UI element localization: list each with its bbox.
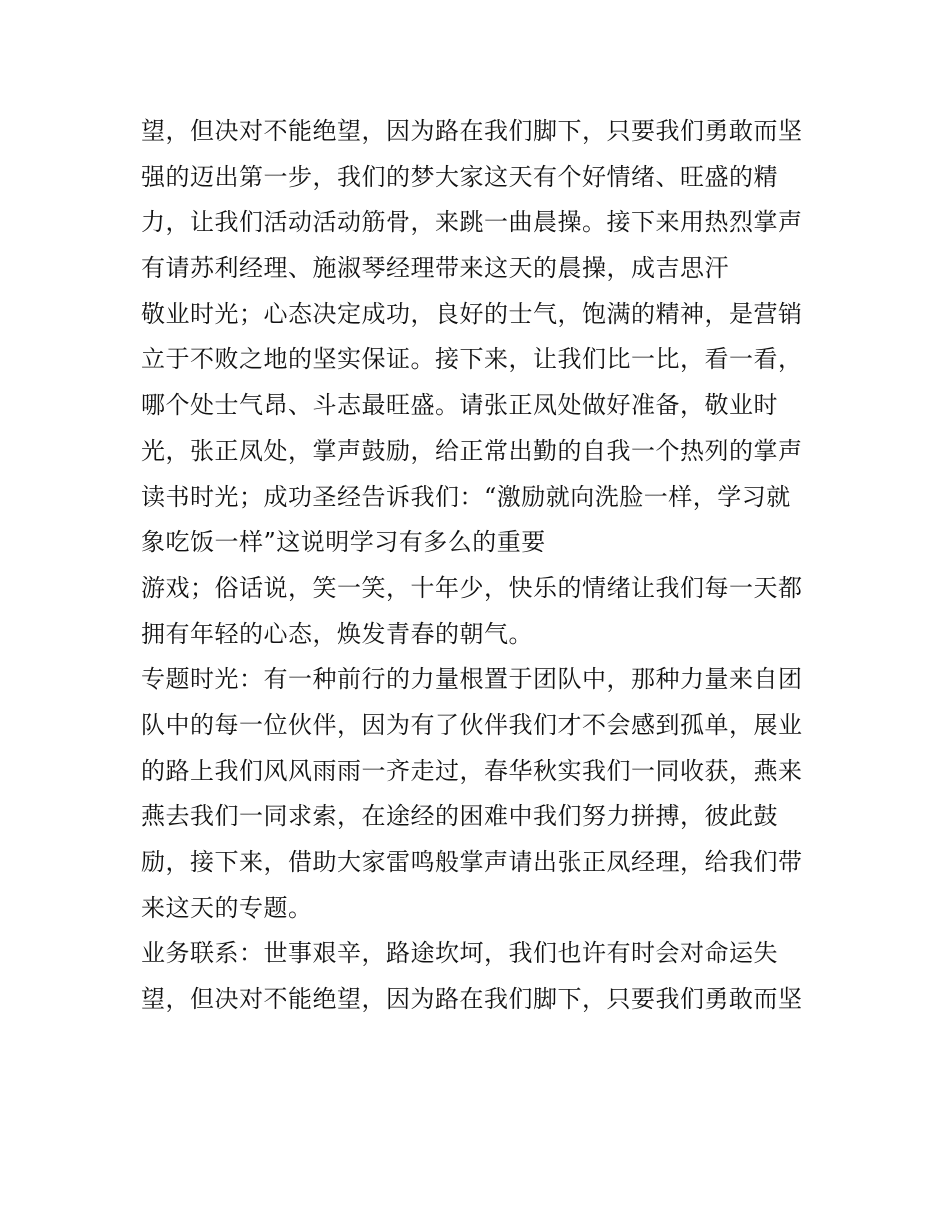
body-text bbox=[141, 109, 831, 1023]
text-line: 来这天的专题。 bbox=[141, 893, 313, 922]
text-line: 立于不败之地的坚实保证。接下来，让我们比一比，看一看， bbox=[141, 345, 803, 374]
text-line: 游戏；俗话说，笑一笑，十年少，快乐的情绪让我们每一天都 bbox=[141, 573, 803, 602]
text-line: 光，张正凤处，掌声鼓励，给正常出勤的自我一个热列的掌声 bbox=[141, 436, 803, 465]
text-line: 有请苏利经理、施淑琴经理带来这天的晨操，成吉思汗 bbox=[141, 254, 729, 283]
text-line: 敬业时光；心态决定成功，良好的士气，饱满的精神，是营销 bbox=[141, 299, 803, 328]
text-line: 读书时光；成功圣经告诉我们：“激励就向洗脸一样，学习就 bbox=[141, 482, 791, 511]
text-line: 望，但决对不能绝望，因为路在我们脚下，只要我们勇敢而坚 bbox=[141, 985, 803, 1014]
text-line: 哪个处士气昂、斗志最旺盛。请张正凤处做好准备，敬业时 bbox=[141, 391, 778, 420]
text-line: 力，让我们活动活动筋骨，来跳一曲晨操。接下来用热烈掌声 bbox=[141, 208, 803, 237]
text-line: 望，但决对不能绝望，因为路在我们脚下，只要我们勇敢而坚 bbox=[141, 117, 803, 145]
text-line: 拥有年轻的心态，焕发青春的朝气。 bbox=[141, 619, 533, 648]
text-line: 燕去我们一同求索，在途经的困难中我们努力拼搏，彼此鼓 bbox=[141, 802, 778, 831]
text-line: 强的迈出第一步，我们的梦大家这天有个好情绪、旺盛的精 bbox=[141, 162, 778, 191]
text-line: 的路上我们风风雨雨一齐走过，春华秋实我们一同收获，燕来 bbox=[141, 756, 803, 785]
text-line: 队中的每一位伙伴，因为有了伙伴我们才不会感到孤单，展业 bbox=[141, 710, 803, 739]
text-line: 专题时光：有一种前行的力量根置于团队中，那种力量来自团 bbox=[141, 665, 803, 694]
text-line: 业务联系：世事艰辛，路途坎坷，我们也许有时会对命运失 bbox=[141, 939, 778, 968]
text-line: 象吃饭一样”这说明学习有多么的重要 bbox=[141, 528, 546, 557]
text-line: 励，接下来，借助大家雷鸣般掌声请出张正凤经理，给我们带 bbox=[141, 848, 803, 876]
